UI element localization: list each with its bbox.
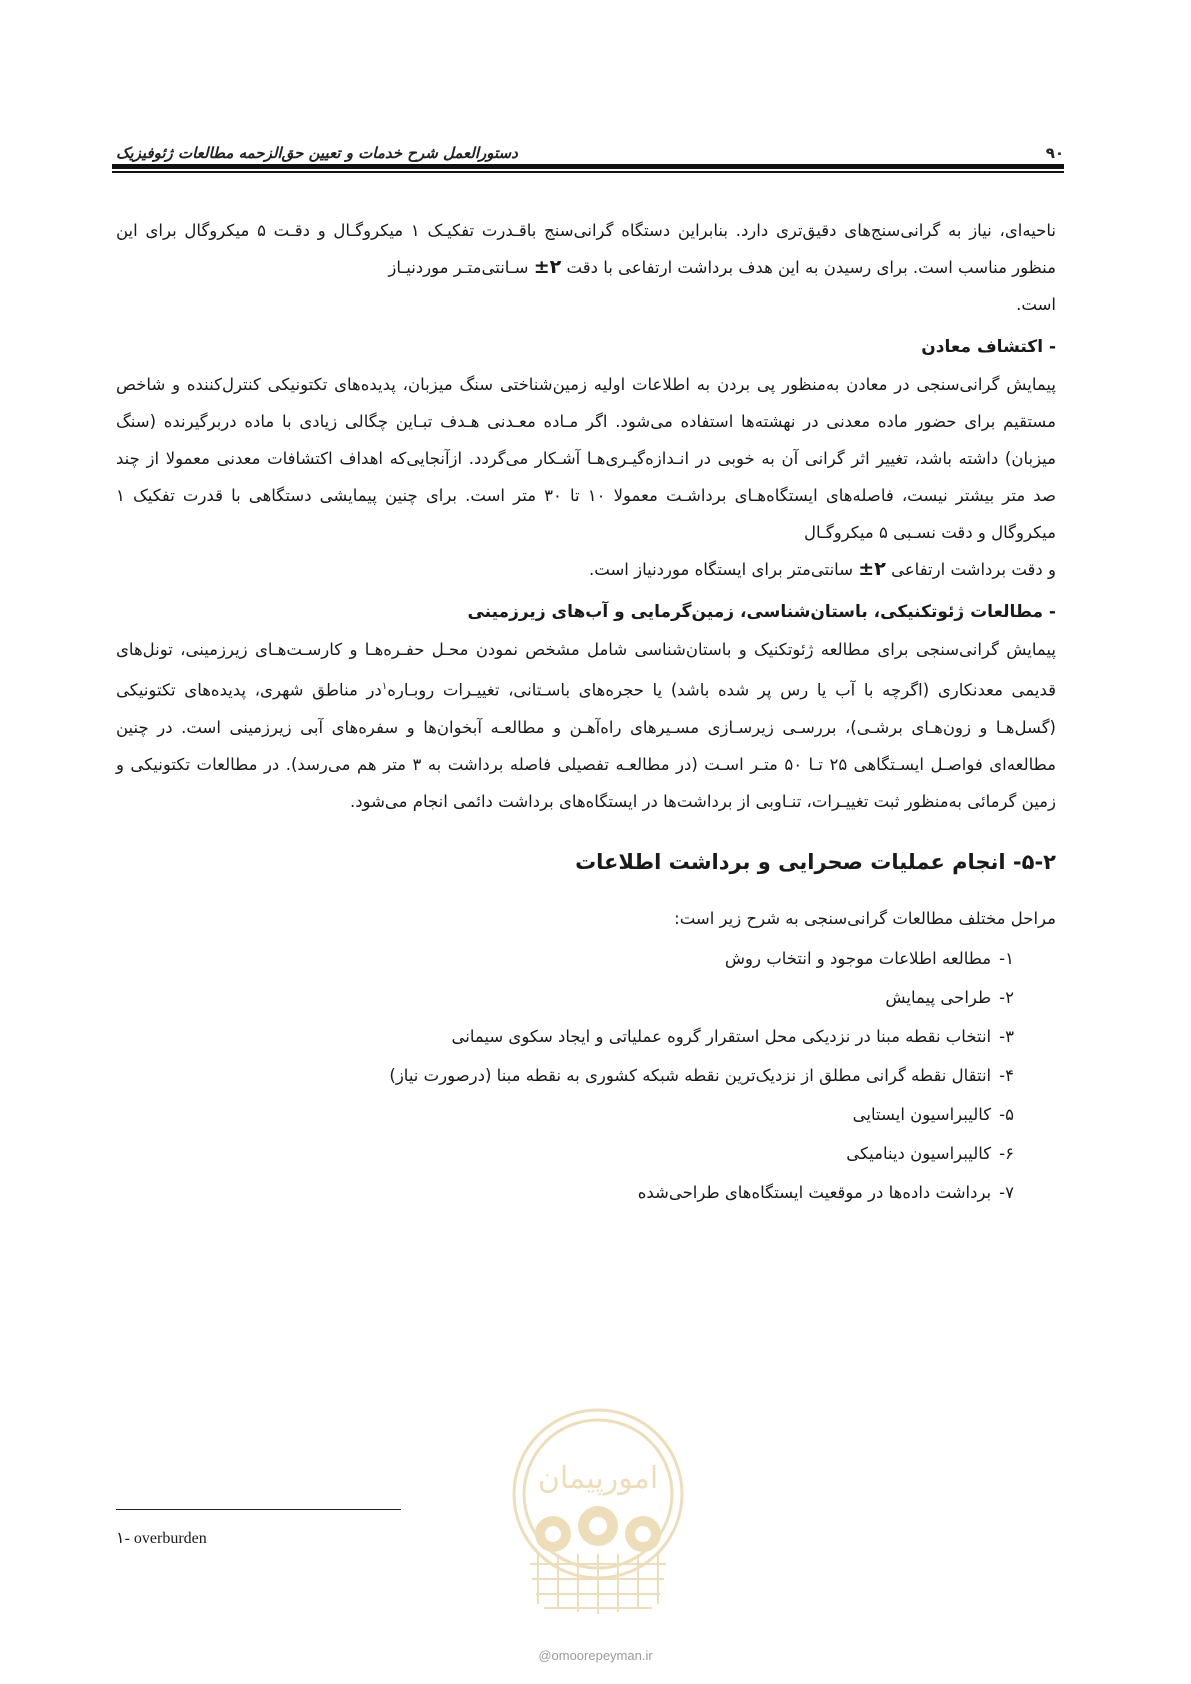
header-rule-thin (112, 171, 1064, 173)
intro-line-1: ناحیه‌ای، نیاز به گرانی‌سنج‌های دقیق‌تری دارد. بنابراین دستگاه گرانی‌سنج باقـدرت تفکیـک ۱ میکروگـال و دقـت ۵ (257, 221, 1056, 240)
mining-last-a: و دقت برداشت ارتفاعی (891, 560, 1056, 579)
step-text: کالیبراسیون ایستایی (852, 1104, 992, 1124)
intro-paragraph (116, 212, 1056, 323)
list-item (116, 1173, 1014, 1212)
geotech-paragraph (116, 631, 1056, 820)
plus-minus-value: ۲± (858, 558, 886, 580)
step-number: ۱- (999, 948, 1014, 968)
step-number: ۶- (999, 1143, 1014, 1163)
page-header (116, 132, 1064, 162)
geotech-text-2: در مناطق شهری، پدیده‌های تکتونیکی (گسل‌هـا و زون‌هـای برشـی)، بررسـی زیرسـازی مسـیرهای راه‌آهـن و مطالعـه آبخوان‌ها و سفره‌های آبی زیرزمینی است. در چنین مطالعه‌ای فواصـل ایسـتگاهی ۲۵ تـا ۵۰ متـر اسـت (در مطالعـه تفصیلی فاصله برداشت به ۳ متر هم می‌رسد). در مطالعات تکتونیکی و زمین گرمائی به‌منظور ثبت تغییـرات، تنـاوبی از برداشت‌ها در ایستگاه‌های برداشت دائمی انجام می‌شود. (116, 680, 1056, 811)
step-text: طراحی پیمایش (885, 987, 992, 1007)
step-number: ۳- (999, 1026, 1014, 1046)
mining-heading: - اکتشاف معادن (921, 337, 1056, 357)
step-text: برداشت داده‌ها در موقعیت ایستگاه‌های طراحی‌شده (637, 1182, 992, 1202)
page-number: ۹۰ (1045, 144, 1064, 162)
watermark-logo (498, 1404, 698, 1632)
footnote-rule (116, 1509, 401, 1510)
list-item (116, 939, 1014, 978)
step-number: ۴- (999, 1065, 1014, 1085)
mining-text: پیمایش گرانی‌سنجی در معادن به‌منظور پی بردن به اطلاعات اولیه زمین‌شناختی سنگ میزبان، پدیده‌های تکتونیکی کنترل‌کننده و شاخص مستقیم برای حضور ماده معدنی در نهشته‌ها استفاده می‌شود. اگر مـاده معـدنی هـدف تبـاین چگالی زیادی با ماده دربرگیرنده (سنگ میزبان) داشته باشد، تغییر اثر گرانی آن به خوبی در انـدازه‌گیـری‌هـا آشـکار می‌گردد. ازآنجایی‌که اهداف اکتشافات معدنی معمولا از چند صد متر بیشتر نیست، فاصله‌های ایستگاه‌هـای برداشـت معمولا ۱۰ تا ۳۰ متر است. برای چنین پیمایشی دستگاهی با قدرت تفکیک ۱ میکروگال و دقت نسـبی ۵ میکروگـال (116, 375, 1056, 542)
footnote: ۱- overburden (116, 1530, 207, 1547)
footnote-ref[interactable]: ۱ (381, 681, 388, 692)
running-title: دستورالعمل شرح خدمات و تعیین حق‌الزحمه مطالعات ژئوفیزیک (116, 144, 518, 162)
watermark-logo-text: امورپیمان (537, 1461, 659, 1496)
steps-list (116, 939, 1056, 1212)
step-text: مطالعه اطلاعات موجود و انتخاب روش (724, 948, 992, 968)
section-title: ۵-۲- انجام عملیات صحرایی و برداشت اطلاعات (575, 849, 1056, 874)
geotech-text-1: پیمایش گرانی‌سنجی برای مطالعه ژئوتکنیک و باستان‌شناسی شامل مشخص نمودن محـل حفـره‌هـا و کارسـت‌هـای زیرزمینی، تونل‌های قدیمی معدنکاری (اگرچه با آب یا رس پر شده باشد) یا حجره‌های باسـتانی، تغییـرات روبـاره (116, 640, 1056, 700)
section-intro: مراحل مختلف مطالعات گرانی‌سنجی به شرح زیر است: (674, 908, 1056, 928)
intro-line-3: است. (1016, 295, 1056, 314)
list-item (116, 978, 1014, 1017)
geotech-heading: - مطالعات ژئوتکنیکی، باستان‌شناسی، زمین‌گرمایی و آب‌های زیرزمینی (467, 602, 1056, 622)
list-item (116, 1056, 1014, 1095)
step-number: ۷- (999, 1182, 1014, 1202)
list-item (116, 1017, 1014, 1056)
list-item (116, 1095, 1014, 1134)
mining-paragraph (116, 366, 1056, 588)
list-item (116, 1134, 1014, 1173)
intro-line-2b: سـانتی‌متـر موردنیـاز (388, 258, 529, 277)
header-rule-thick (112, 164, 1064, 169)
step-number: ۲- (999, 987, 1014, 1007)
intro-line-2a: میکروگال برای این منظور مناسب است. برای رسیدن به این هدف برداشت ارتفاعی با دقت (116, 221, 1056, 277)
watermark-url: @omoorepeyman.ir (538, 1648, 653, 1663)
step-text: انتقال نقطه گرانی مطلق از نزدیک‌ترین نقطه شبکه کشوری به نقطه مبنا (درصورت نیاز) (389, 1065, 992, 1085)
step-number: ۵- (999, 1104, 1014, 1124)
mining-last-b: سانتی‌متر برای ایستگاه موردنیاز است. (589, 560, 854, 579)
step-text: انتخاب نقطه مبنا در نزدیکی محل استقرار گروه عملیاتی و ایجاد سکوی سیمانی (451, 1026, 992, 1046)
body-text (116, 212, 1056, 1212)
plus-minus-value: ۲± (533, 256, 562, 278)
step-text: کالیبراسیون دینامیکی (846, 1143, 992, 1163)
